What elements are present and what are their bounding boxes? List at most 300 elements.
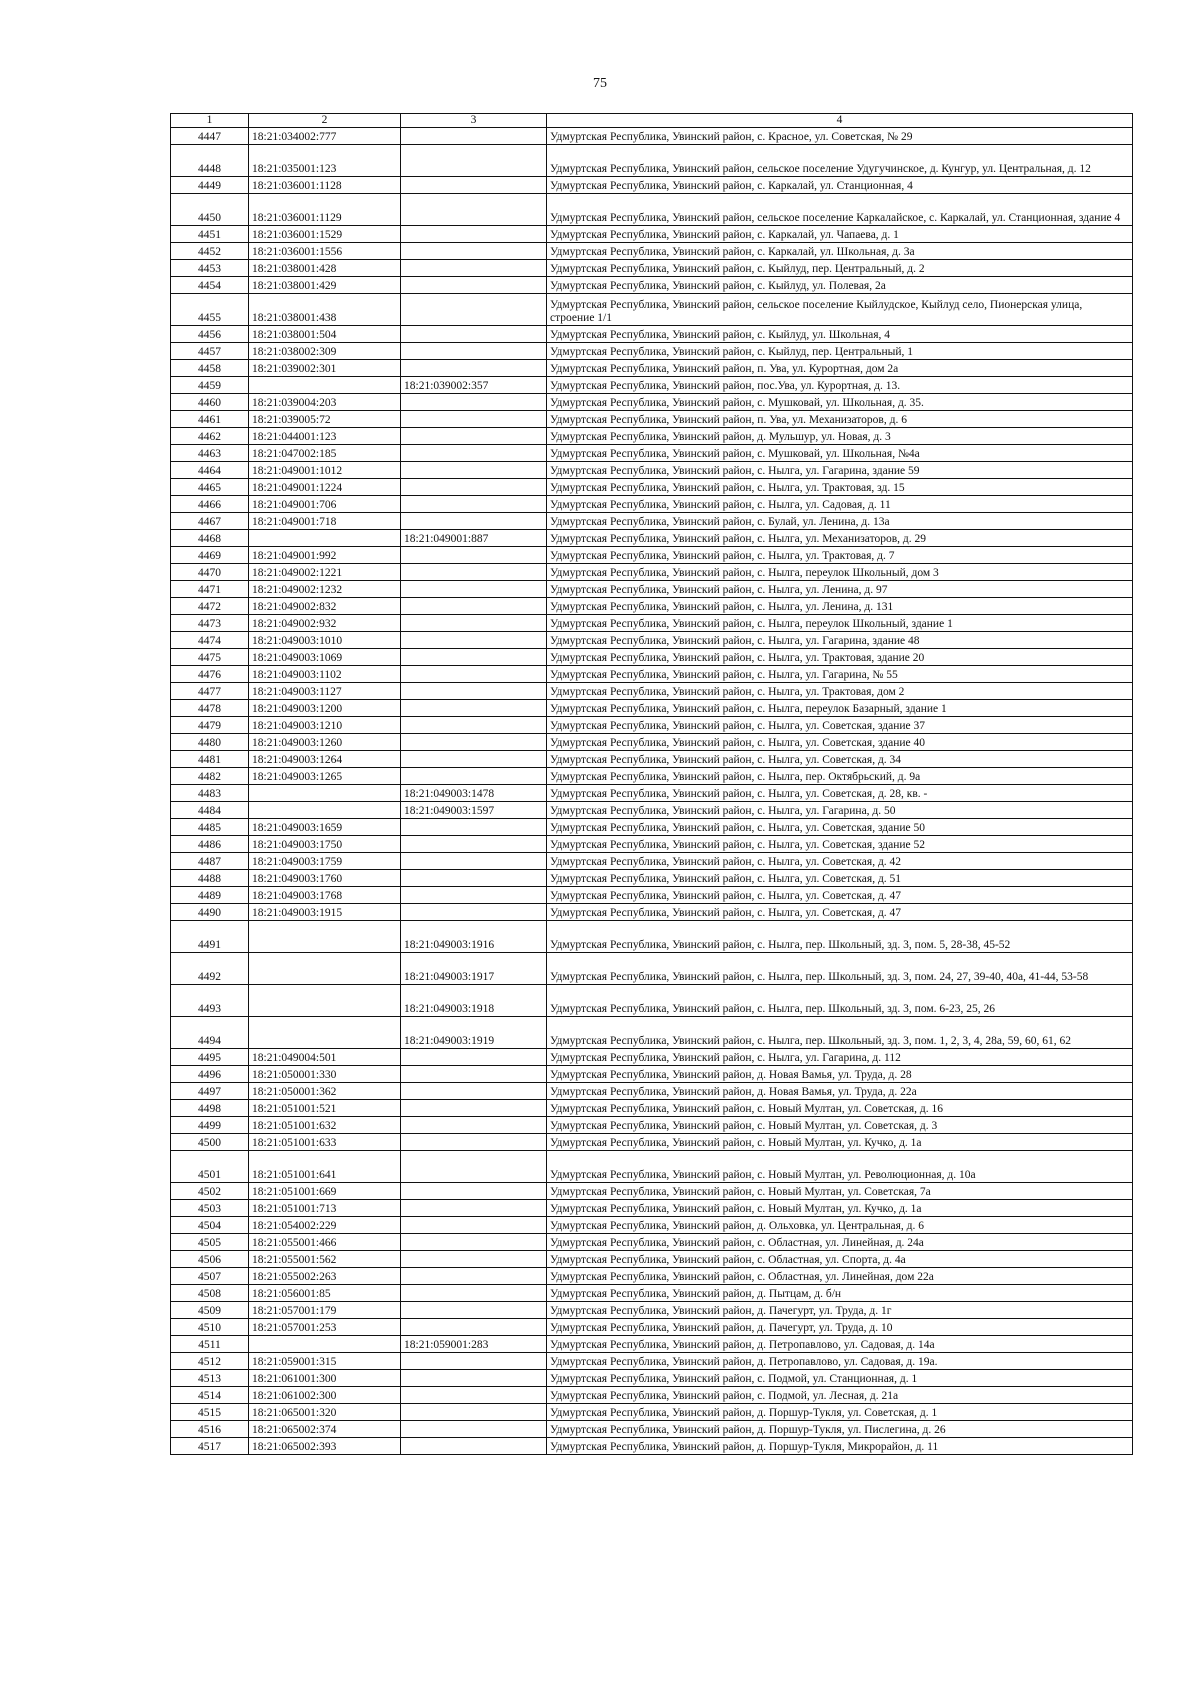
address-cell: Удмуртская Республика, Увинский район, с. Нылга, ул. Советская, здание 37: [547, 717, 1133, 734]
cadastral-number-cell: 18:21:049003:1760: [249, 870, 401, 887]
address-cell: Удмуртская Республика, Увинский район, с. Кыйлуд, ул. Полевая, 2а: [547, 277, 1133, 294]
table-row: [171, 1251, 1133, 1268]
row-number-cell: 4493: [171, 985, 249, 1017]
table-row: [171, 1387, 1133, 1404]
cadastral-number-alt-cell: [401, 547, 547, 564]
cadastral-number-alt-cell: [401, 819, 547, 836]
cadastral-number-alt-cell: [401, 717, 547, 734]
cadastral-number-cell: 18:21:044001:123: [249, 428, 401, 445]
cadastral-number-alt-cell: 18:21:059001:283: [401, 1336, 547, 1353]
column-header-3: 3: [401, 114, 547, 128]
cadastral-number-alt-cell: [401, 666, 547, 683]
address-cell: Удмуртская Республика, Увинский район, д. Поршур-Тукля, ул. Советская, д. 1: [547, 1404, 1133, 1421]
address-cell: Удмуртская Республика, Увинский район, с. Подмой, ул. Станционная, д. 1: [547, 1370, 1133, 1387]
cadastral-number-cell: 18:21:049003:1659: [249, 819, 401, 836]
row-number-cell: 4455: [171, 294, 249, 326]
cadastral-number-cell: 18:21:049001:992: [249, 547, 401, 564]
cadastral-number-alt-cell: [401, 887, 547, 904]
row-number-cell: 4458: [171, 360, 249, 377]
cadastral-number-alt-cell: [401, 226, 547, 243]
row-number-cell: 4475: [171, 649, 249, 666]
cadastral-number-alt-cell: [401, 1370, 547, 1387]
address-cell: Удмуртская Республика, Увинский район, д. Новая Вамья, ул. Труда, д. 28: [547, 1066, 1133, 1083]
row-number-cell: 4451: [171, 226, 249, 243]
cadastral-number-cell: 18:21:036001:1529: [249, 226, 401, 243]
cadastral-number-cell: 18:21:036001:1128: [249, 177, 401, 194]
cadastral-number-cell: 18:21:039005:72: [249, 411, 401, 428]
table-row: [171, 632, 1133, 649]
row-number-cell: 4450: [171, 194, 249, 226]
row-number-cell: 4456: [171, 326, 249, 343]
cadastral-number-alt-cell: [401, 853, 547, 870]
column-header-2: 2: [249, 114, 401, 128]
table-row: [171, 1183, 1133, 1200]
address-cell: Удмуртская Республика, Увинский район, сельское поселение Удугучинское, д. Кунгур, ул. Центральная, д. 12: [547, 145, 1133, 177]
cadastral-number-cell: 18:21:049002:1232: [249, 581, 401, 598]
table-row: [171, 530, 1133, 547]
row-number-cell: 4485: [171, 819, 249, 836]
address-cell: Удмуртская Республика, Увинский район, д. Пытцам, д. б/н: [547, 1285, 1133, 1302]
cadastral-number-cell: 18:21:036001:1129: [249, 194, 401, 226]
cadastral-number-alt-cell: [401, 870, 547, 887]
row-number-cell: 4503: [171, 1200, 249, 1217]
address-cell: Удмуртская Республика, Увинский район, с. Булай, ул. Ленина, д. 13а: [547, 513, 1133, 530]
row-number-cell: 4502: [171, 1183, 249, 1200]
cadastral-number-alt-cell: [401, 1353, 547, 1370]
cadastral-number-cell: 18:21:055002:263: [249, 1268, 401, 1285]
table-row: [171, 243, 1133, 260]
cadastral-number-cell: 18:21:049003:1102: [249, 666, 401, 683]
cadastral-number-cell: 18:21:049002:832: [249, 598, 401, 615]
table-row: [171, 717, 1133, 734]
table-row: [171, 1134, 1133, 1151]
cadastral-number-cell: 18:21:035001:123: [249, 145, 401, 177]
cadastral-number-cell: 18:21:036001:1556: [249, 243, 401, 260]
cadastral-number-alt-cell: [401, 683, 547, 700]
table-row: [171, 1319, 1133, 1336]
cadastral-number-cell: 18:21:051001:632: [249, 1117, 401, 1134]
table-row: [171, 683, 1133, 700]
column-header-1: 1: [171, 114, 249, 128]
address-cell: Удмуртская Республика, Увинский район, с. Нылга, ул. Гагарина, здание 59: [547, 462, 1133, 479]
row-number-cell: 4517: [171, 1438, 249, 1455]
table-row: [171, 360, 1133, 377]
cadastral-number-alt-cell: 18:21:049003:1597: [401, 802, 547, 819]
address-cell: Удмуртская Республика, Увинский район, с. Новый Мултан, ул. Советская, д. 3: [547, 1117, 1133, 1134]
table-row: [171, 260, 1133, 277]
address-cell: Удмуртская Республика, Увинский район, с. Новый Мултан, ул. Кучко, д. 1а: [547, 1134, 1133, 1151]
cadastral-number-alt-cell: 18:21:049001:887: [401, 530, 547, 547]
cadastral-number-cell: 18:21:039004:203: [249, 394, 401, 411]
cadastral-number-cell: 18:21:049003:1210: [249, 717, 401, 734]
row-number-cell: 4511: [171, 1336, 249, 1353]
address-cell: Удмуртская Республика, Увинский район, с. Кыйлуд, пер. Центральный, д. 2: [547, 260, 1133, 277]
cadastral-number-cell: 18:21:038001:504: [249, 326, 401, 343]
row-number-cell: 4507: [171, 1268, 249, 1285]
row-number-cell: 4478: [171, 700, 249, 717]
row-number-cell: 4491: [171, 921, 249, 953]
address-cell: Удмуртская Республика, Увинский район, с. Нылга, пер. Школьный, зд. 3, пом. 1, 2, 3, 4, 28а, 59, 60, 61, 62: [547, 1017, 1133, 1049]
cadastral-number-cell: [249, 985, 401, 1017]
cadastral-number-alt-cell: [401, 564, 547, 581]
cadastral-number-cell: [249, 1017, 401, 1049]
table-row: [171, 615, 1133, 632]
cadastral-number-cell: 18:21:056001:85: [249, 1285, 401, 1302]
cadastral-number-cell: 18:21:047002:185: [249, 445, 401, 462]
cadastral-number-cell: 18:21:050001:362: [249, 1083, 401, 1100]
row-number-cell: 4501: [171, 1151, 249, 1183]
table-row: [171, 666, 1133, 683]
row-number-cell: 4496: [171, 1066, 249, 1083]
table-row: [171, 649, 1133, 666]
cadastral-number-alt-cell: [401, 632, 547, 649]
address-cell: Удмуртская Республика, Увинский район, с. Нылга, ул. Советская, д. 47: [547, 904, 1133, 921]
row-number-cell: 4482: [171, 768, 249, 785]
address-cell: Удмуртская Республика, Увинский район, с. Нылга, переулок Базарный, здание 1: [547, 700, 1133, 717]
row-number-cell: 4513: [171, 1370, 249, 1387]
row-number-cell: 4461: [171, 411, 249, 428]
table-row: [171, 343, 1133, 360]
row-number-cell: 4452: [171, 243, 249, 260]
address-cell: Удмуртская Республика, Увинский район, д. Новая Вамья, ул. Труда, д. 22а: [547, 1083, 1133, 1100]
row-number-cell: 4462: [171, 428, 249, 445]
table-row: [171, 194, 1133, 226]
address-cell: Удмуртская Республика, Увинский район, с. Нылга, пер. Школьный, зд. 3, пом. 24, 27, 39-40, 40а, 41-44, 53-58: [547, 953, 1133, 985]
cadastral-number-alt-cell: [401, 1285, 547, 1302]
table-row: [171, 1049, 1133, 1066]
row-number-cell: 4467: [171, 513, 249, 530]
table-row: [171, 547, 1133, 564]
table-row: [171, 128, 1133, 145]
address-cell: Удмуртская Республика, Увинский район, с. Нылга, ул. Гагарина, д. 50: [547, 802, 1133, 819]
address-cell: Удмуртская Республика, Увинский район, с. Областная, ул. Линейная, дом 22а: [547, 1268, 1133, 1285]
table-row: [171, 145, 1133, 177]
row-number-cell: 4506: [171, 1251, 249, 1268]
cadastral-number-cell: 18:21:054002:229: [249, 1217, 401, 1234]
row-number-cell: 4470: [171, 564, 249, 581]
cadastral-number-cell: [249, 1336, 401, 1353]
row-number-cell: 4457: [171, 343, 249, 360]
row-number-cell: 4494: [171, 1017, 249, 1049]
cadastral-number-cell: 18:21:055001:562: [249, 1251, 401, 1268]
column-header-4: 4: [547, 114, 1133, 128]
table-row: [171, 870, 1133, 887]
cadastral-number-cell: 18:21:049003:1010: [249, 632, 401, 649]
table-row: [171, 921, 1133, 953]
cadastral-number-cell: 18:21:038001:428: [249, 260, 401, 277]
cadastral-number-cell: [249, 785, 401, 802]
table-row: [171, 785, 1133, 802]
address-cell: Удмуртская Республика, Увинский район, д. Мульшур, ул. Новая, д. 3: [547, 428, 1133, 445]
table-row: [171, 1353, 1133, 1370]
cadastral-number-cell: 18:21:061001:300: [249, 1370, 401, 1387]
row-number-cell: 4477: [171, 683, 249, 700]
cadastral-number-alt-cell: [401, 1319, 547, 1336]
row-number-cell: 4505: [171, 1234, 249, 1251]
address-cell: Удмуртская Республика, Увинский район, д. Пачегурт, ул. Труда, д. 10: [547, 1319, 1133, 1336]
table-row: [171, 1370, 1133, 1387]
row-number-cell: 4480: [171, 734, 249, 751]
cadastral-number-alt-cell: [401, 360, 547, 377]
row-number-cell: 4487: [171, 853, 249, 870]
row-number-cell: 4484: [171, 802, 249, 819]
table-row: [171, 1083, 1133, 1100]
cadastral-number-alt-cell: [401, 836, 547, 853]
row-number-cell: 4464: [171, 462, 249, 479]
cadastral-number-cell: 18:21:038001:438: [249, 294, 401, 326]
address-cell: Удмуртская Республика, Увинский район, с. Новый Мултан, ул. Советская, д. 16: [547, 1100, 1133, 1117]
row-number-cell: 4486: [171, 836, 249, 853]
cadastral-number-alt-cell: [401, 394, 547, 411]
row-number-cell: 4495: [171, 1049, 249, 1066]
cadastral-number-alt-cell: [401, 1134, 547, 1151]
row-number-cell: 4488: [171, 870, 249, 887]
table-row: [171, 1117, 1133, 1134]
row-number-cell: 4512: [171, 1353, 249, 1370]
cadastral-number-cell: 18:21:049002:1221: [249, 564, 401, 581]
table-row: [171, 277, 1133, 294]
table-row: [171, 1285, 1133, 1302]
table-row: [171, 1151, 1133, 1183]
cadastral-number-cell: 18:21:051001:633: [249, 1134, 401, 1151]
table-row: [171, 953, 1133, 985]
cadastral-number-cell: [249, 530, 401, 547]
row-number-cell: 4476: [171, 666, 249, 683]
address-cell: Удмуртская Республика, Увинский район, п. Ува, ул. Курортная, дом 2а: [547, 360, 1133, 377]
cadastral-number-alt-cell: [401, 411, 547, 428]
cadastral-number-alt-cell: [401, 294, 547, 326]
row-number-cell: 4489: [171, 887, 249, 904]
table-row: [171, 377, 1133, 394]
cadastral-number-alt-cell: [401, 1083, 547, 1100]
address-cell: Удмуртская Республика, Увинский район, с. Нылга, пер. Школьный, зд. 3, пом. 5, 28-38, 45-52: [547, 921, 1133, 953]
address-cell: Удмуртская Республика, Увинский район, с. Каркалай, ул. Чапаева, д. 1: [547, 226, 1133, 243]
address-cell: Удмуртская Республика, Увинский район, с. Подмой, ул. Лесная, д. 21а: [547, 1387, 1133, 1404]
cadastral-number-alt-cell: [401, 243, 547, 260]
address-cell: Удмуртская Республика, Увинский район, с. Нылга, ул. Механизаторов, д. 29: [547, 530, 1133, 547]
table-row: [171, 1217, 1133, 1234]
table-row: [171, 1268, 1133, 1285]
address-cell: Удмуртская Республика, Увинский район, с. Нылга, ул. Советская, здание 52: [547, 836, 1133, 853]
cadastral-number-cell: 18:21:038001:429: [249, 277, 401, 294]
table-row: [171, 985, 1133, 1017]
address-cell: Удмуртская Республика, Увинский район, с. Нылга, ул. Советская, д. 47: [547, 887, 1133, 904]
cadastral-number-alt-cell: [401, 1049, 547, 1066]
cadastral-number-alt-cell: [401, 734, 547, 751]
cadastral-number-cell: 18:21:049002:932: [249, 615, 401, 632]
table-row: [171, 768, 1133, 785]
cadastral-number-cell: 18:21:051001:713: [249, 1200, 401, 1217]
address-cell: Удмуртская Республика, Увинский район, д. Поршур-Тукля, ул. Пислегина, д. 26: [547, 1421, 1133, 1438]
table-row: [171, 904, 1133, 921]
cadastral-number-cell: 18:21:049001:1012: [249, 462, 401, 479]
table-row: [171, 853, 1133, 870]
address-cell: Удмуртская Республика, Увинский район, с. Кыйлуд, ул. Школьная, 4: [547, 326, 1133, 343]
cadastral-number-cell: 18:21:049003:1768: [249, 887, 401, 904]
table-row: [171, 326, 1133, 343]
address-cell: Удмуртская Республика, Увинский район, с. Нылга, ул. Гагарина, здание 48: [547, 632, 1133, 649]
cadastral-number-cell: 18:21:049003:1264: [249, 751, 401, 768]
cadastral-number-alt-cell: 18:21:039002:357: [401, 377, 547, 394]
address-cell: Удмуртская Республика, Увинский район, с. Нылга, пер. Октябрьский, д. 9а: [547, 768, 1133, 785]
address-cell: Удмуртская Республика, Увинский район, с. Новый Мултан, ул. Революционная, д. 10а: [547, 1151, 1133, 1183]
table-row: [171, 226, 1133, 243]
cadastral-number-alt-cell: 18:21:049003:1478: [401, 785, 547, 802]
table-row: [171, 819, 1133, 836]
address-cell: Удмуртская Республика, Увинский район, с. Областная, ул. Линейная, д. 24а: [547, 1234, 1133, 1251]
row-number-cell: 4504: [171, 1217, 249, 1234]
row-number-cell: 4473: [171, 615, 249, 632]
address-cell: Удмуртская Республика, Увинский район, д. Петропавлово, ул. Садовая, д. 14а: [547, 1336, 1133, 1353]
cadastral-number-alt-cell: [401, 343, 547, 360]
cadastral-number-alt-cell: [401, 1404, 547, 1421]
table-row: [171, 1336, 1133, 1353]
page-number: 75: [593, 76, 607, 91]
table-row: [171, 513, 1133, 530]
address-cell: Удмуртская Республика, Увинский район, с. Красное, ул. Советская, № 29: [547, 128, 1133, 145]
row-number-cell: 4468: [171, 530, 249, 547]
address-cell: Удмуртская Республика, Увинский район, пос.Ува, ул. Курортная, д. 13.: [547, 377, 1133, 394]
row-number-cell: 4483: [171, 785, 249, 802]
cadastral-number-cell: 18:21:049003:1750: [249, 836, 401, 853]
address-cell: Удмуртская Республика, Увинский район, с. Новый Мултан, ул. Советская, 7а: [547, 1183, 1133, 1200]
table-row: [171, 1200, 1133, 1217]
cadastral-number-cell: 18:21:038002:309: [249, 343, 401, 360]
cadastral-number-alt-cell: [401, 1268, 547, 1285]
cadastral-number-alt-cell: [401, 615, 547, 632]
table-row: [171, 1302, 1133, 1319]
cadastral-number-cell: 18:21:061002:300: [249, 1387, 401, 1404]
cadastral-number-alt-cell: [401, 462, 547, 479]
cadastral-number-alt-cell: [401, 1302, 547, 1319]
cadastral-number-alt-cell: [401, 1421, 547, 1438]
address-cell: Удмуртская Республика, Увинский район, с. Нылга, ул. Советская, д. 51: [547, 870, 1133, 887]
cadastral-number-cell: 18:21:051001:669: [249, 1183, 401, 1200]
cadastral-number-alt-cell: [401, 128, 547, 145]
cadastral-number-cell: [249, 921, 401, 953]
cadastral-number-cell: 18:21:049003:1127: [249, 683, 401, 700]
table-row: [171, 1234, 1133, 1251]
cadastral-number-alt-cell: [401, 479, 547, 496]
table-row: [171, 1066, 1133, 1083]
address-cell: Удмуртская Республика, Увинский район, с. Нылга, ул. Советская, здание 40: [547, 734, 1133, 751]
row-number-cell: 4508: [171, 1285, 249, 1302]
table-row: [171, 177, 1133, 194]
cadastral-number-alt-cell: 18:21:049003:1916: [401, 921, 547, 953]
row-number-cell: 4449: [171, 177, 249, 194]
row-number-cell: 4471: [171, 581, 249, 598]
address-cell: Удмуртская Республика, Увинский район, с. Нылга, ул. Трактовая, д. 7: [547, 547, 1133, 564]
address-cell: Удмуртская Республика, Увинский район, с. Нылга, переулок Школьный, здание 1: [547, 615, 1133, 632]
cadastral-number-alt-cell: [401, 768, 547, 785]
cadastral-number-alt-cell: [401, 581, 547, 598]
table-row: [171, 428, 1133, 445]
address-cell: Удмуртская Республика, Увинский район, с. Новый Мултан, ул. Кучко, д. 1а: [547, 1200, 1133, 1217]
row-number-cell: 4481: [171, 751, 249, 768]
cadastral-number-cell: 18:21:065002:393: [249, 1438, 401, 1455]
address-cell: Удмуртская Республика, Увинский район, д. Ольховка, ул. Центральная, д. 6: [547, 1217, 1133, 1234]
table-row: [171, 496, 1133, 513]
cadastral-number-cell: 18:21:049001:1224: [249, 479, 401, 496]
address-cell: Удмуртская Республика, Увинский район, п. Ува, ул. Механизаторов, д. 6: [547, 411, 1133, 428]
cadastral-number-alt-cell: [401, 177, 547, 194]
cadastral-number-cell: 18:21:049004:501: [249, 1049, 401, 1066]
cadastral-number-cell: 18:21:049003:1260: [249, 734, 401, 751]
row-number-cell: 4515: [171, 1404, 249, 1421]
row-number-cell: 4447: [171, 128, 249, 145]
row-number-cell: 4460: [171, 394, 249, 411]
table-row: [171, 700, 1133, 717]
cadastral-number-cell: 18:21:057001:179: [249, 1302, 401, 1319]
cadastral-number-alt-cell: [401, 260, 547, 277]
address-cell: Удмуртская Республика, Увинский район, сельское поселение Кыйлудское, Кыйлуд село, Пионерская улица, строение 1/1: [547, 294, 1133, 326]
header-row: [171, 114, 1133, 128]
table-row: [171, 598, 1133, 615]
address-cell: Удмуртская Республика, Увинский район, с. Областная, ул. Спорта, д. 4а: [547, 1251, 1133, 1268]
cadastral-number-cell: 18:21:049001:706: [249, 496, 401, 513]
cadastral-number-alt-cell: [401, 1151, 547, 1183]
cadastral-number-cell: 18:21:049003:1759: [249, 853, 401, 870]
table-row: [171, 564, 1133, 581]
table-row: [171, 462, 1133, 479]
cadastral-number-alt-cell: [401, 445, 547, 462]
row-number-cell: 4459: [171, 377, 249, 394]
cadastral-number-alt-cell: [401, 1117, 547, 1134]
cadastral-number-cell: 18:21:055001:466: [249, 1234, 401, 1251]
cadastral-number-cell: 18:21:051001:641: [249, 1151, 401, 1183]
registry-table: [170, 113, 1133, 1455]
cadastral-number-alt-cell: [401, 1200, 547, 1217]
address-cell: Удмуртская Республика, Увинский район, с. Нылга, переулок Школьный, дом 3: [547, 564, 1133, 581]
cadastral-number-cell: 18:21:050001:330: [249, 1066, 401, 1083]
address-cell: Удмуртская Республика, Увинский район, с. Каркалай, ул. Станционная, 4: [547, 177, 1133, 194]
cadastral-number-alt-cell: [401, 428, 547, 445]
row-number-cell: 4492: [171, 953, 249, 985]
row-number-cell: 4509: [171, 1302, 249, 1319]
table-row: [171, 887, 1133, 904]
cadastral-number-cell: 18:21:039002:301: [249, 360, 401, 377]
address-cell: Удмуртская Республика, Увинский район, с. Нылга, пер. Школьный, зд. 3, пом. 6-23, 25, 26: [547, 985, 1133, 1017]
address-cell: Удмуртская Республика, Увинский район, с. Нылга, ул. Гагарина, д. 112: [547, 1049, 1133, 1066]
cadastral-number-alt-cell: [401, 496, 547, 513]
cadastral-number-alt-cell: [401, 326, 547, 343]
cadastral-number-alt-cell: [401, 513, 547, 530]
row-number-cell: 4466: [171, 496, 249, 513]
cadastral-number-alt-cell: [401, 904, 547, 921]
table-row: [171, 411, 1133, 428]
cadastral-number-cell: 18:21:049003:1915: [249, 904, 401, 921]
address-cell: Удмуртская Республика, Увинский район, с. Нылга, ул. Советская, д. 28, кв. -: [547, 785, 1133, 802]
row-number-cell: 4498: [171, 1100, 249, 1117]
table-row: [171, 479, 1133, 496]
cadastral-number-cell: 18:21:051001:521: [249, 1100, 401, 1117]
address-cell: Удмуртская Республика, Увинский район, с. Нылга, ул. Ленина, д. 131: [547, 598, 1133, 615]
address-cell: Удмуртская Республика, Увинский район, д. Поршур-Тукля, Микрорайон, д. 11: [547, 1438, 1133, 1455]
address-cell: Удмуртская Республика, Увинский район, с. Нылга, ул. Советская, д. 34: [547, 751, 1133, 768]
row-number-cell: 4479: [171, 717, 249, 734]
table-row: [171, 1017, 1133, 1049]
address-cell: Удмуртская Республика, Увинский район, с. Нылга, ул. Трактовая, дом 2: [547, 683, 1133, 700]
row-number-cell: 4465: [171, 479, 249, 496]
row-number-cell: 4510: [171, 1319, 249, 1336]
cadastral-number-alt-cell: [401, 598, 547, 615]
cadastral-number-alt-cell: 18:21:049003:1917: [401, 953, 547, 985]
cadastral-number-alt-cell: [401, 1234, 547, 1251]
cadastral-number-alt-cell: [401, 145, 547, 177]
table-row: [171, 802, 1133, 819]
address-cell: Удмуртская Республика, Увинский район, д. Петропавлово, ул. Садовая, д. 19а.: [547, 1353, 1133, 1370]
cadastral-number-cell: 18:21:057001:253: [249, 1319, 401, 1336]
